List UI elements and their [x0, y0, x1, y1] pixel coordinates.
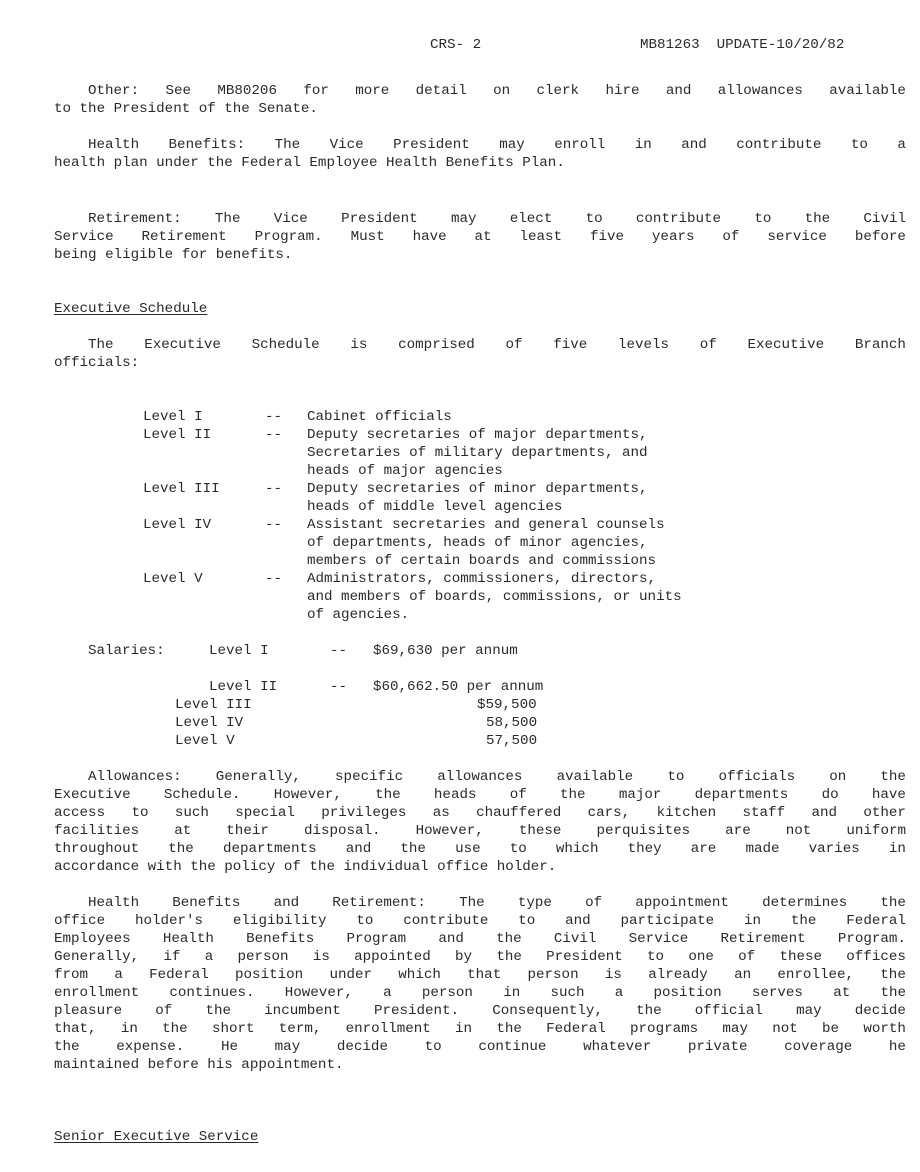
word: he [888, 1039, 906, 1055]
word: hire [605, 83, 640, 99]
word: worth [863, 1021, 906, 1037]
level-dash: -- [265, 409, 283, 425]
word: an [734, 967, 752, 983]
executive-schedule-intro-line: officials: [54, 355, 140, 371]
word: office [54, 913, 106, 929]
word: cars, [587, 805, 631, 821]
level-description: heads of major agencies [307, 463, 503, 479]
word: the [880, 967, 906, 983]
word: Health [88, 137, 140, 153]
word: not [772, 1021, 798, 1037]
word: may [722, 1021, 748, 1037]
level-description: Assistant secretaries and general counsels [307, 517, 665, 533]
level-description: Deputy secretaries of major departments, [307, 427, 648, 443]
allowances-line: accordance with the policy of the individual office holder. [54, 859, 557, 875]
word: and [811, 805, 838, 821]
level-description: Cabinet officials [307, 409, 452, 425]
word: a [383, 985, 392, 1001]
word: they [627, 841, 662, 857]
word: and [665, 83, 692, 99]
word: However, [284, 985, 353, 1001]
word: for [303, 83, 329, 99]
word: offices [846, 949, 906, 965]
word: He [220, 1039, 239, 1055]
salary-level: Level I [209, 643, 269, 659]
health-retirement-line [54, 948, 906, 966]
word: holder's [134, 913, 204, 929]
word: these [518, 823, 562, 839]
doc-code: CRS- 2 [430, 37, 482, 53]
level-label: Level III [143, 481, 220, 497]
salary-amount: $69,630 per annum [373, 643, 518, 659]
word: Benefits: [168, 137, 246, 153]
word: of [699, 337, 717, 353]
word: The [214, 211, 241, 227]
word: throughout [54, 841, 140, 857]
word: detail [415, 83, 467, 99]
word: serves [751, 985, 803, 1001]
word: perquisites [596, 823, 691, 839]
word: clerk [536, 83, 580, 99]
word: access [54, 805, 106, 821]
word: other [863, 805, 906, 821]
word: short [211, 1021, 255, 1037]
word: Schedule. [163, 787, 241, 803]
word: varies [808, 841, 860, 857]
word: is [312, 949, 330, 965]
word: Service [54, 229, 114, 245]
word: at [474, 229, 492, 245]
retirement-paragraph-line [54, 228, 906, 246]
word: person [527, 967, 579, 983]
word: However, [273, 787, 342, 803]
word: made [745, 841, 780, 857]
word: of [505, 337, 523, 353]
word: President [341, 211, 418, 227]
salary-dash: -- [330, 643, 348, 659]
word: special [235, 805, 295, 821]
salary-amount: 57,500 [486, 733, 538, 749]
level-description: of agencies. [307, 607, 410, 623]
salary-level: Level V [175, 733, 235, 749]
word: Health [162, 931, 214, 947]
word: do [821, 787, 839, 803]
word: in [744, 913, 762, 929]
word: in [634, 137, 652, 153]
word: under [329, 967, 373, 983]
word: Benefits [246, 931, 315, 947]
level-description: Secretaries of military departments, and [307, 445, 648, 461]
health-retirement-line [54, 930, 906, 948]
word: to [509, 841, 527, 857]
word: Consequently, [492, 1003, 603, 1019]
word: Generally, [215, 769, 301, 785]
word: may [796, 1003, 822, 1019]
word: to [754, 211, 772, 227]
word: The [88, 337, 114, 353]
word: of [585, 895, 603, 911]
word: the [560, 787, 586, 803]
word: Allowances: [88, 769, 182, 785]
word: coverage [784, 1039, 853, 1055]
word: appointment [635, 895, 729, 911]
word: of [155, 1003, 173, 1019]
word: decide [854, 1003, 906, 1019]
health-retirement-line: maintained before his appointment. [54, 1057, 344, 1073]
word: a [114, 967, 123, 983]
level-description: Administrators, commissioners, directors, [307, 571, 657, 587]
allowances-line [54, 786, 906, 804]
level-description: Deputy secretaries of minor departments, [307, 481, 648, 497]
health-retirement-line [54, 1002, 906, 1020]
word: at [833, 985, 851, 1001]
executive-schedule-intro-line [88, 336, 906, 354]
word: contribute [403, 913, 489, 929]
word: President. [373, 1003, 460, 1019]
health-retirement-line [54, 1038, 906, 1056]
word: the [168, 841, 194, 857]
word: pleasure [54, 1003, 123, 1019]
level-label: Level II [143, 427, 212, 443]
word: are [690, 841, 717, 857]
word: a [614, 985, 624, 1001]
word: from [54, 967, 89, 983]
word: enroll [554, 137, 606, 153]
retirement-paragraph-line [88, 210, 906, 228]
word: levels [617, 337, 670, 353]
word: the [400, 841, 426, 857]
word: facilities [54, 823, 140, 839]
word: be [822, 1021, 840, 1037]
word: position [653, 985, 722, 1001]
word: Health [88, 895, 140, 911]
salary-amount: 58,500 [486, 715, 538, 731]
word: Retirement: [332, 895, 426, 911]
word: the [205, 1003, 232, 1019]
other-paragraph-line: to the President of the Senate. [54, 101, 318, 117]
word: of [722, 229, 740, 245]
word: in [888, 841, 906, 857]
word: elect [509, 211, 553, 227]
salaries-label: Salaries: [88, 643, 165, 659]
word: participate [620, 913, 715, 929]
word: available [556, 769, 634, 785]
word: five [553, 337, 588, 353]
word: least [519, 229, 563, 245]
word: is [350, 337, 368, 353]
word: heads [433, 787, 477, 803]
word: one [688, 949, 714, 965]
word: President [393, 137, 470, 153]
word: to [647, 949, 665, 965]
word: the [496, 1021, 522, 1037]
word: which [555, 841, 599, 857]
word: Vice [273, 211, 308, 227]
word: may [274, 1039, 301, 1055]
word: five [589, 229, 625, 245]
word: and [681, 137, 707, 153]
word: officials [718, 769, 796, 785]
word: the [54, 1039, 80, 1055]
word: to [356, 913, 374, 929]
word: on [829, 769, 847, 785]
word: position [235, 967, 304, 983]
word: The [274, 137, 301, 153]
word: such [550, 985, 585, 1001]
word: the [880, 985, 906, 1001]
word: the [880, 895, 906, 911]
word: by [455, 949, 473, 965]
salary-level: Level II [209, 679, 278, 695]
senior-executive-service-heading: Senior Executive Service [54, 1129, 259, 1145]
word: chauffered [476, 805, 562, 821]
word: use [455, 841, 481, 857]
word: to [424, 1039, 442, 1055]
word: departments [222, 841, 317, 857]
word: as [432, 805, 450, 821]
word: Retirement [141, 229, 227, 245]
word: type [517, 895, 552, 911]
word: the [496, 931, 522, 947]
other-paragraph-line [88, 82, 906, 100]
word: privileges [321, 805, 407, 821]
word: which [398, 967, 441, 983]
word: term, [278, 1021, 322, 1037]
word: Employees [54, 931, 131, 947]
word: and [345, 841, 372, 857]
word: not [785, 823, 812, 839]
word: Executive [747, 337, 825, 353]
word: continue [478, 1039, 547, 1055]
word: incumbent [264, 1003, 341, 1019]
health-paragraph-line [88, 136, 906, 154]
salary-dash: -- [330, 679, 348, 695]
word: and [438, 931, 464, 947]
word: and [273, 895, 300, 911]
word: their [226, 823, 269, 839]
level-dash: -- [265, 571, 283, 587]
word: more [355, 83, 390, 99]
word: the [880, 769, 906, 785]
word: departments [694, 787, 789, 803]
word: Executive [54, 787, 131, 803]
word: these [779, 949, 823, 965]
word: disposal. [303, 823, 381, 839]
word: eligibility [232, 913, 327, 929]
allowances-line [54, 804, 906, 822]
word: Retirement: [88, 211, 182, 227]
word: the [162, 1021, 188, 1037]
word: continues. [169, 985, 255, 1001]
salary-amount: $60,662.50 per annum [373, 679, 544, 695]
salary-level: Level III [175, 697, 252, 713]
word: decide [336, 1039, 388, 1055]
word: before [854, 229, 906, 245]
word: at [174, 823, 192, 839]
word: programs [630, 1021, 699, 1037]
health-retirement-line [88, 894, 906, 912]
word: President [546, 949, 623, 965]
word: Vice [329, 137, 364, 153]
executive-schedule-heading: Executive Schedule [54, 301, 208, 317]
word: uniform [846, 823, 906, 839]
word: Must [350, 229, 385, 245]
word: contribute [635, 211, 722, 227]
allowances-line [54, 840, 906, 858]
health-retirement-line [54, 1020, 906, 1038]
allowances-line [88, 768, 906, 786]
word: whatever [583, 1039, 652, 1055]
word: to [667, 769, 685, 785]
word: official [694, 1003, 763, 1019]
word: Retirement [720, 931, 806, 947]
word: However, [415, 823, 484, 839]
retirement-paragraph-line: being eligible for benefits. [54, 247, 293, 263]
word: to [585, 211, 603, 227]
word: staff [742, 805, 786, 821]
word: specific [335, 769, 404, 785]
word: the [790, 913, 817, 929]
salary-amount: $59,500 [477, 697, 537, 713]
word: Federal [149, 967, 209, 983]
word: Civil [553, 931, 597, 947]
word: private [687, 1039, 748, 1055]
word: Service [628, 931, 689, 947]
word: Schedule [251, 337, 320, 353]
level-description: heads of middle level agencies [307, 499, 563, 515]
word: kitchen [656, 805, 717, 821]
word: The [459, 895, 485, 911]
word: of [509, 787, 527, 803]
word: person [421, 985, 473, 1001]
word: enrollee, [777, 967, 855, 983]
word: expense. [116, 1039, 185, 1055]
word: the [496, 949, 522, 965]
level-label: Level IV [143, 517, 212, 533]
word: on [493, 83, 511, 99]
level-dash: -- [265, 517, 283, 533]
word: Program. [254, 229, 323, 245]
health-retirement-line [54, 966, 906, 984]
doc-id: MB81263 UPDATE-10/20/82 [640, 37, 845, 53]
word: a [897, 137, 906, 153]
word: Federal [546, 1021, 606, 1037]
word: years [651, 229, 695, 245]
word: the [375, 787, 401, 803]
word: Other: [88, 83, 140, 99]
word: major [618, 787, 662, 803]
word: See [165, 83, 191, 99]
word: is [604, 967, 622, 983]
word: in [503, 985, 521, 1001]
word: that [467, 967, 502, 983]
word: in [455, 1021, 473, 1037]
word: determines [762, 895, 848, 911]
word: Benefits [172, 895, 241, 911]
word: a [204, 949, 214, 965]
word: of [738, 949, 756, 965]
word: if [163, 949, 181, 965]
word: Program [346, 931, 407, 947]
word: Executive [144, 337, 221, 353]
word: have [412, 229, 447, 245]
level-label: Level V [143, 571, 203, 587]
level-label: Level I [143, 409, 203, 425]
word: Program. [837, 931, 906, 947]
level-dash: -- [265, 481, 283, 497]
health-retirement-line [54, 912, 906, 930]
word: such [174, 805, 209, 821]
word: may [450, 211, 477, 227]
word: allowances [437, 769, 523, 785]
word: Civil [863, 211, 906, 227]
word: available [829, 83, 906, 99]
word: allowances [717, 83, 803, 99]
health-paragraph-line: health plan under the Federal Employee Health Benefits Plan. [54, 155, 565, 171]
word: comprised [398, 337, 475, 353]
word: and [565, 913, 591, 929]
salary-level: Level IV [175, 715, 244, 731]
word: Generally, [54, 949, 140, 965]
word: the [804, 211, 831, 227]
word: have [871, 787, 906, 803]
level-dash: -- [265, 427, 283, 443]
level-description: members of certain boards and commissions [307, 553, 657, 569]
word: contribute [736, 137, 822, 153]
word: enrollment [345, 1021, 431, 1037]
allowances-line [54, 822, 906, 840]
word: already [648, 967, 708, 983]
word: in [120, 1021, 138, 1037]
word: to [518, 913, 536, 929]
word: MB80206 [217, 83, 277, 99]
word: service [767, 229, 827, 245]
word: to [131, 805, 149, 821]
word: may [499, 137, 525, 153]
word: person [237, 949, 289, 965]
level-description: and members of boards, commissions, or units [307, 589, 682, 605]
word: enrollment [54, 985, 140, 1001]
health-retirement-line [54, 984, 906, 1002]
word: Branch [854, 337, 906, 353]
word: the [636, 1003, 662, 1019]
word: to [850, 137, 868, 153]
word: are [725, 823, 751, 839]
level-description: of departments, heads of minor agencies, [307, 535, 648, 551]
word: that, [54, 1021, 97, 1037]
word: Federal [846, 913, 906, 929]
word: appointed [354, 949, 431, 965]
